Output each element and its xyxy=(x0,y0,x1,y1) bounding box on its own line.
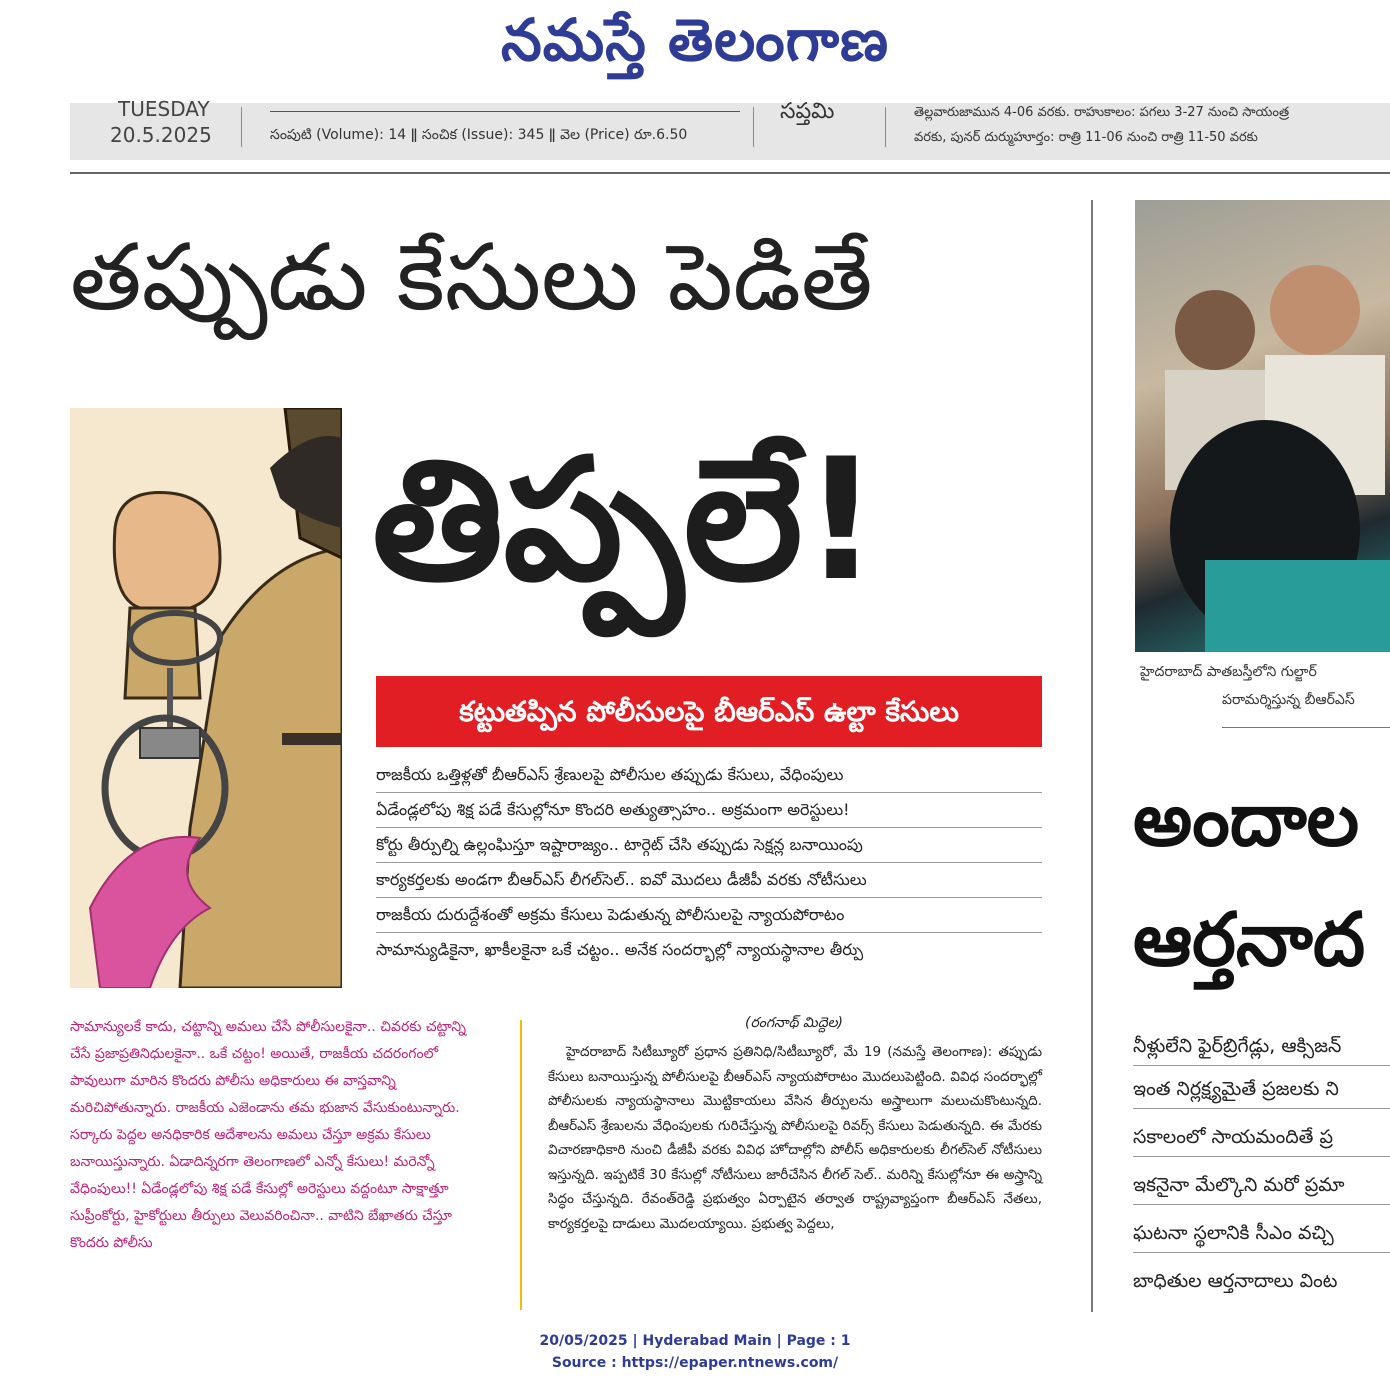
page-footer xyxy=(0,1330,1390,1374)
footer-edition: 20/05/2025 | Hyderabad Main | Page : 1 xyxy=(539,1333,851,1349)
masthead xyxy=(0,0,1390,95)
volume-issue-price: సంపుటి (Volume): 14 ǁ సంచిక (Issue): 345 ǁ వెల (Price) రూ.6.50 xyxy=(270,127,688,143)
lead-headline-line-2: తిప్పలే! xyxy=(372,422,880,618)
column-separator xyxy=(520,1020,522,1310)
weekday-telugu: సప్తమి xyxy=(780,99,835,124)
highlight-line: సామాన్యుడికైనా, ఖాకీలకైనా ఒకే చట్టం.. అనేక సందర్భాల్లో న్యాయస్థానాల తీర్పు xyxy=(376,940,864,959)
police-handcuff-illustration xyxy=(70,408,342,988)
highlight-line: రాజకీయ దురుద్దేశంతో అక్రమ కేసులు పెడుతున్న పోలీసులపై న్యాయపోరాటం xyxy=(376,898,1042,933)
side-highlight-line: బాధితుల ఆర్తనాదాలు వింట xyxy=(1133,1270,1338,1292)
panchangam-line-2: వరకు, పునర్ దుర్ముహూర్తం: రాత్రి 11-06 నుంచి రాత్రి 11-50 వరకు xyxy=(914,130,1258,145)
byline: (రంగనాథ్ మిద్దెల) xyxy=(745,1015,843,1031)
info-bar xyxy=(70,97,1390,160)
highlight-line: కోర్టు తీర్పుల్ని ఉల్లంఘిస్తూ ఇష్టారాజ్యం.. టార్గెట్ చేసి తప్పుడు సెక్షన్ల బనాయింపు xyxy=(376,828,1042,863)
highlight-line: రాజకీయ ఒత్తిళ్లతో బీఆర్ఎస్ శ్రేణులపై పోలీసుల తప్పుడు కేసులు, వేధింపులు xyxy=(376,758,1042,793)
lead-subhead: కట్టుతప్పిన పోలీసులపై బీఆర్ఎస్ ఉల్టా కేసులు xyxy=(376,676,1042,747)
side-highlight-line: ఇంత నిర్లక్ష్యమైతే ప్రజలకు ని xyxy=(1133,1070,1390,1109)
article-body-text: హైదరాబాద్ సిటీబ్యూరో ప్రధాన ప్రతినిధి/సిటీబ్యూరో, మే 19 (నమస్తే తెలంగాణ): తప్పుడు కేసులు బనాయిస్తున్న పోలీసులపై బీఆర్ఎస్ న్యాయపోరాటం మొదలుపెట్టింది. వివిధ సందర్భాల్లో పోలీసులకు న్యాయస్థానాలు మొట్టికాయలు వేసిన తీర్పులను అస్త్రాలుగా మలుచుకొంటున్నది. బీఆర్ఎస్ శ్రేణులను వేధింపులకు గురిచేస్తున్న పోలీసులపై రివర్స్ కేసులు పెడుతున్నది. ఈ మేరకు విచారణాధికారి నుంచి డీజీపీ వరకు వివిధ హోదాల్లోని పోలీస్ అధికారులకు లీగల్‌సెల్ నోటీసులు ఇస్తున్నది. ఇప్పటికే 30 కేసుల్లో నోటీసులు జారీచేసిన లీగల్ సెల్.. మరిన్ని కేసుల్లోనూ ఈ అస్త్రాన్ని సిద్ధం చేస్తున్నది. రేవంత్‌రెడ్డి ప్రభుత్వం ఏర్పాటైన తర్వాత రాష్ట్రవ్యాప్తంగా బీఆర్ఎస్ నేతలు, కార్యకర్తలపై దాడులు మొదలయ్యాయి. ప్రభుత్వ పెద్దలు, xyxy=(548,1044,1042,1232)
caption-rule xyxy=(1222,727,1390,728)
photo-caption-line-1: హైదరాబాద్ పాతబస్తీలోని గుల్జార్‌ xyxy=(1140,664,1317,680)
date-label: 20.5.2025 xyxy=(110,123,212,147)
info-divider xyxy=(885,107,886,147)
side-headline-line-1: అందాల xyxy=(1133,777,1360,863)
intro-text: సామాన్యులకే కాదు, చట్టాన్ని అమలు చేసే పోలీసులకైనా.. చివరకు చట్టాన్ని చేసే ప్రజాప్రతినిధులకైనా.. ఒకే చట్టం! అయితే, రాజకీయ చదరంగంలో పావులుగా మారిన కొందరు పోలీసు అధికారులు ఈ వాస్తవాన్ని మరిచిపోతున్నారు. రాజకీయ ఎజెండాను తమ భుజాన వేసుకుంటున్నారు. సర్కారు పెద్దల అనధికారిక ఆదేశాలను అమలు చేస్తూ అక్రమ కేసులు బనాయిస్తున్నారు. ఏడాదిన్నరగా తెలంగాణలో ఎన్నో కేసులు! మరెన్నో వేధింపులు!! ఏడేండ్లలోపు శిక్ష పడే కేసుల్లో అరెస్టులు వద్దంటూ సాక్షాత్తూ సుప్రీంకోర్టు, హైకోర్టులు తీర్పులు వెలువరించినా.. వాటిని బేఖాతరు చేస్తూ కొందరు పోలీసు xyxy=(70,1019,466,1251)
footer-source: Source : https://epaper.ntnews.com/ xyxy=(551,1355,839,1371)
info-rule xyxy=(270,111,740,112)
column-divider xyxy=(1091,200,1093,1312)
article-body xyxy=(548,1040,1042,1236)
top-rule xyxy=(70,172,1390,174)
police-officer-illustration xyxy=(70,408,342,988)
info-divider xyxy=(753,107,754,147)
day-label: TUESDAY xyxy=(118,97,210,121)
side-highlight-line: నీళ్లులేని ఫైర్‌బ్రిగేడ్లు, ఆక్సిజన్ xyxy=(1133,1027,1390,1066)
highlight-line: కార్యకర్తలకు అండగా బీఆర్ఎస్ లీగల్‌సెల్.. ఐవో మొదలు డీజీపీ వరకు నోటీసులు xyxy=(376,863,1042,898)
panchangam-line-1: తెల్లవారుజామున 4-06 వరకు. రాహుకాలం: పగలు 3-27 నుంచి సాయంత్ర xyxy=(914,105,1290,120)
side-highlight-line: ఘటనా స్థలానికి సీఎం వచ్చి xyxy=(1133,1214,1390,1253)
lead-headline-line-1: తప్పుడు కేసులు పెడితే xyxy=(70,224,873,331)
side-headline xyxy=(1133,760,1390,1020)
info-divider xyxy=(241,107,242,147)
side-highlight-line: ఇకనైనా మేల్కొని మరో ప్రమా xyxy=(1133,1166,1390,1205)
news-photo xyxy=(1135,200,1390,652)
intro-paragraph xyxy=(70,1014,482,1314)
crowd-photo xyxy=(1135,200,1390,652)
masthead-title: నమస్తే తెలంగాణ xyxy=(501,6,889,74)
side-headline-line-2: ఆర్తనాద xyxy=(1133,897,1366,983)
highlight-line: ఏడేండ్లలోపు శిక్ష పడే కేసుల్లోనూ కొందరి అత్యుత్సాహం.. అక్రమంగా అరెస్టులు! xyxy=(376,793,1042,828)
photo-caption-line-2: పరామర్శిస్తున్న బీఆర్ఎస్ xyxy=(1222,692,1355,708)
side-highlight-line: సకాలంలో సాయమందితే ప్ర xyxy=(1133,1118,1390,1157)
